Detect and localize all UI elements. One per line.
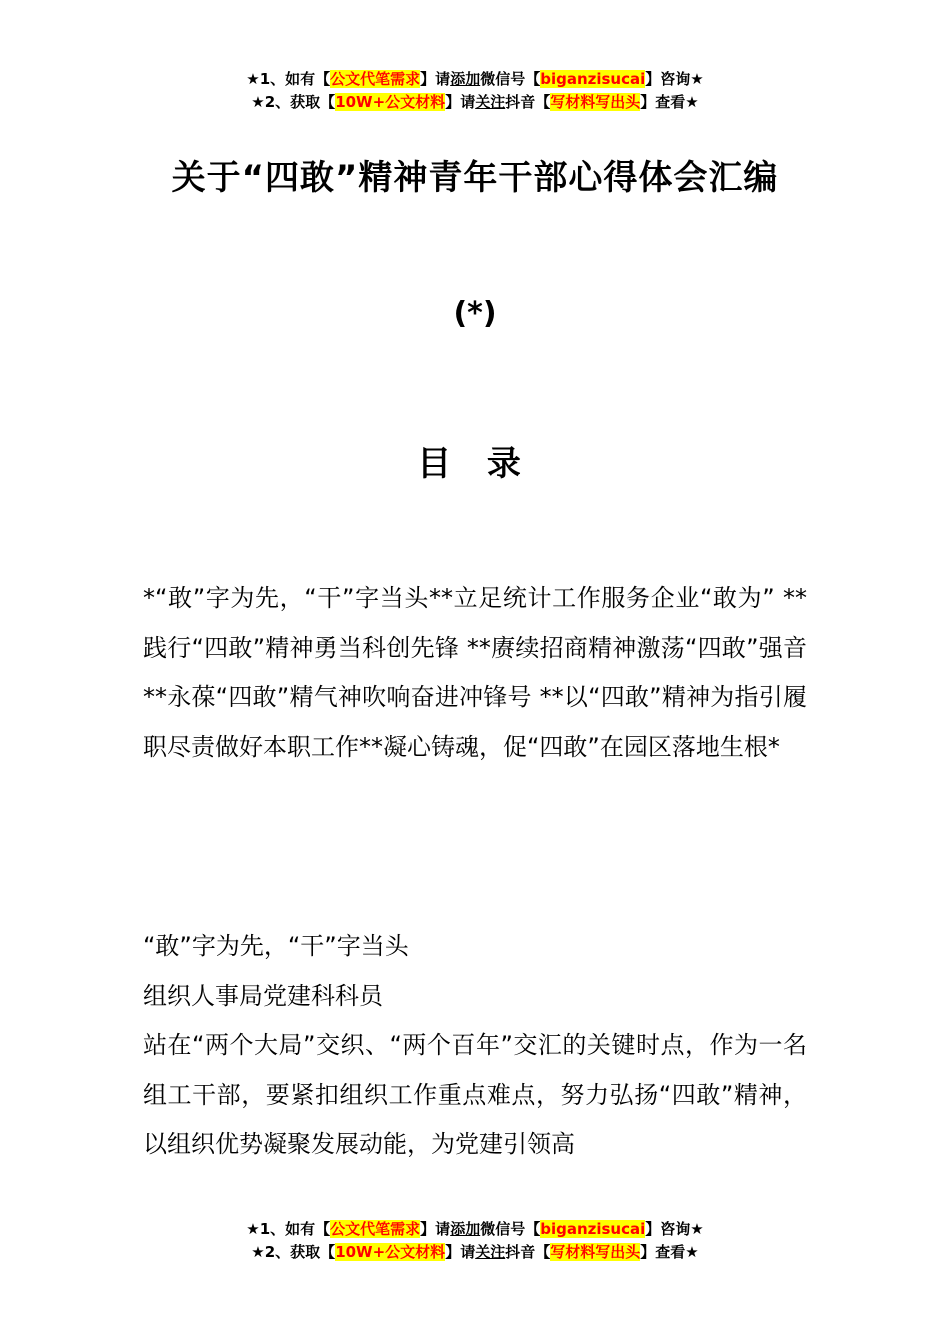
bottom-banner xyxy=(0,1218,950,1264)
document-title: 关于“四敢”精神青年干部心得体会汇编 xyxy=(171,158,779,198)
section-paragraph: 站在“两个大局”交织、“两个百年”交汇的关键时点，作为一名组工干部，要紧扣组织工作重点难点，努力弘扬“四敢”精神，以组织优势凝聚发展动能，为党建引领高 xyxy=(143,1031,807,1158)
section-title: “敢”字为先，“干”字当头 xyxy=(143,932,409,960)
volume-marker: (*) xyxy=(453,296,497,331)
top-banner xyxy=(0,68,950,114)
banner-line-1: ★1、如有【公文代笔需求】请添加微信号【biganzisucai】咨询★ xyxy=(246,1220,704,1238)
toc-heading: 目 录 xyxy=(417,444,533,484)
banner-line-1: ★1、如有【公文代笔需求】请添加微信号【biganzisucai】咨询★ xyxy=(246,70,704,88)
section-author: 组织人事局党建科科员 xyxy=(143,981,383,1010)
article-body xyxy=(143,922,807,1170)
banner-line-2: ★2、获取【10W+公文材料】请关注抖音【写材料写出头】查看★ xyxy=(251,1243,699,1261)
table-of-contents: *“敢”字为先，“干”字当头**立足统计工作服务企业“敢为” **践行“四敢”精神勇当科创先锋 **赓续招商精神激荡“四敢”强音 **永葆“四敢”精气神吹响奋进冲锋号 **以“四敢”精神为指引履职尽责做好本职工作**凝心铸魂，促“四敢”在园区落地生根* xyxy=(143,584,807,761)
banner-line-2: ★2、获取【10W+公文材料】请关注抖音【写材料写出头】查看★ xyxy=(251,93,699,111)
